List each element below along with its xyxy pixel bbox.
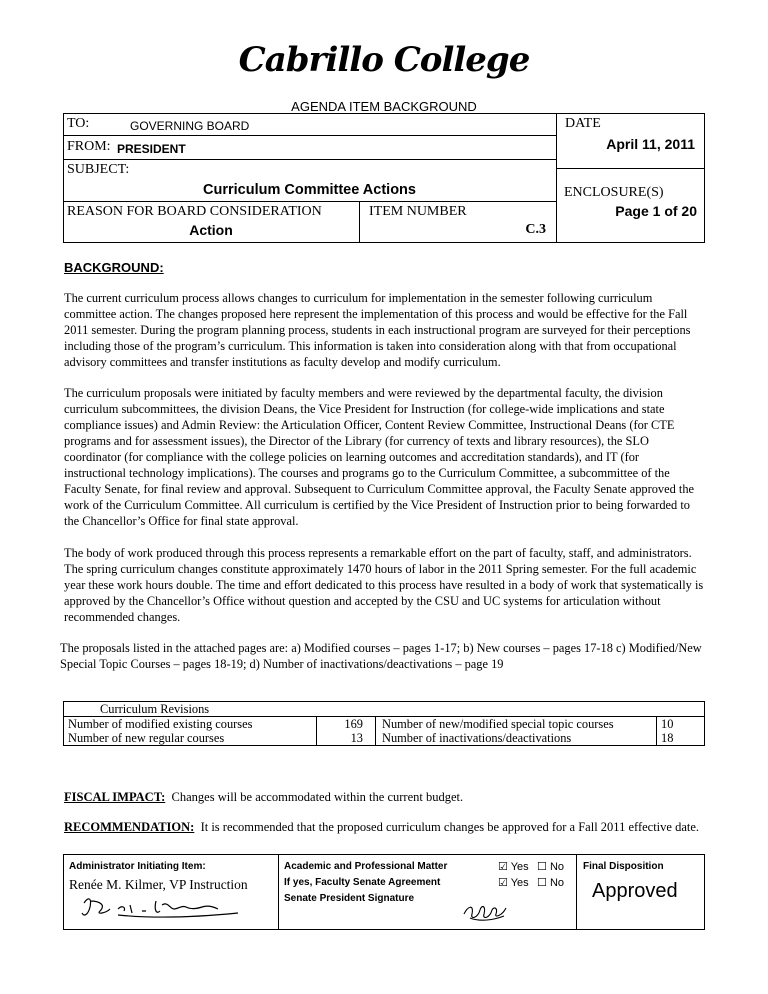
item-number-value: C.3 bbox=[525, 222, 546, 237]
table-row bbox=[64, 717, 705, 732]
background-heading: BACKGROUND: bbox=[64, 260, 164, 275]
background-paragraph-3: The body of work produced through this process represents a remarkable effort on the part of faculty, staff, and administrators. The spring curriculum changes constitute approximately 1470 hours of labor in the 2011 Spring semester. For the full academic year these work hours double. The time and effort dedicated to this process have resulted in a body of work that systematically is approved by the Chancellor’s Office without question and accepted by the CSU and UC systems for articulation without recommended changes. bbox=[64, 546, 704, 624]
revision-label: Number of new/modified special topic courses bbox=[376, 717, 657, 732]
item-number-label: ITEM NUMBER bbox=[369, 204, 467, 219]
subject-label: SUBJECT: bbox=[67, 162, 130, 177]
academic-no-checkbox[interactable]: ☐ No bbox=[537, 861, 564, 873]
checked-box-icon: ☑ bbox=[498, 877, 508, 889]
admin-signature bbox=[78, 895, 248, 921]
revision-label: Number of new regular courses bbox=[64, 731, 317, 746]
agenda-item-label: AGENDA ITEM BACKGROUND bbox=[291, 99, 477, 114]
from-value: PRESIDENT bbox=[117, 142, 186, 156]
checked-box-icon: ☑ bbox=[498, 861, 508, 873]
fiscal-impact-label: FISCAL IMPACT: bbox=[64, 790, 166, 804]
unchecked-box-icon: ☐ bbox=[537, 861, 547, 873]
final-disposition-label: Final Disposition bbox=[583, 861, 664, 872]
recommendation bbox=[64, 819, 704, 835]
reason-value: Action bbox=[189, 222, 233, 238]
fiscal-impact bbox=[64, 790, 463, 805]
revisions-title: Curriculum Revisions bbox=[100, 702, 210, 716]
unchecked-box-icon: ☐ bbox=[537, 877, 547, 889]
to-label: TO: bbox=[67, 116, 90, 131]
curriculum-revisions-table bbox=[63, 701, 705, 746]
revision-value: 13 bbox=[317, 731, 376, 746]
admin-initiating-label: Administrator Initiating Item: bbox=[69, 861, 206, 872]
background-paragraph-2: The curriculum proposals were initiated by faculty members and were reviewed by the departmental faculty, the division curriculum subcommittees, the division Deans, the Vice President for Instruction (for college-wide implications and state compliance issues) and Admin Review: the Articulation Officer, Content Review Committee, Instructional Deans (for CTE programs and for assessment issues), the Director of the Library (for currency of texts and library resources), the SLO coordinator (for compliance with the college policies on learning outcomes and accreditation standards), and IT (for instructional technology implications). The courses and programs go to the Curriculum Committee, a subcommittee of the Faculty Senate, for final review and approval. Subsequent to Curriculum Committee approval, the Faculty Senate approved the work of the Curriculum Committee. All curriculum is certified by the Vice President of Instruction prior to being forwarded to the Chancellor’s Office for final state approval. bbox=[64, 386, 695, 528]
faculty-no-checkbox[interactable]: ☐ No bbox=[537, 877, 564, 889]
senate-president-signature-label: Senate President Signature bbox=[284, 893, 415, 904]
fiscal-impact-text: Changes will be accommodated within the current budget. bbox=[165, 790, 464, 804]
enclosure-label: ENCLOSURE(S) bbox=[564, 185, 664, 200]
table-row bbox=[64, 731, 705, 746]
proposals-list: The proposals listed in the attached pages are: a) Modified courses – pages 1-17; b) New courses – pages 17-18 c) Modified/New Special Topic Courses – pages 18-19; d) Number of inactivations/deactivations – page 19 bbox=[60, 641, 702, 671]
to-value: GOVERNING BOARD bbox=[130, 119, 250, 133]
revision-label: Number of inactivations/deactivations bbox=[376, 731, 657, 746]
revision-value: 18 bbox=[657, 731, 705, 746]
recommendation-text: It is recommended that the proposed curriculum changes be approved for a Fall 2011 effective date. bbox=[194, 820, 700, 834]
college-logo: Cabrillo College bbox=[238, 40, 530, 80]
academic-yes-checkbox[interactable]: ☑ Yes bbox=[498, 861, 529, 873]
reason-label: REASON FOR BOARD CONSIDERATION bbox=[67, 204, 322, 219]
enclosure-value: Page 1 of 20 bbox=[615, 203, 697, 219]
recommendation-label: RECOMMENDATION: bbox=[64, 820, 195, 834]
revision-value: 169 bbox=[317, 717, 376, 732]
from-label: FROM: bbox=[67, 139, 111, 154]
date-label: DATE bbox=[565, 116, 601, 131]
admin-name: Renée M. Kilmer, VP Instruction bbox=[69, 877, 248, 892]
faculty-senate-agreement-label: If yes, Faculty Senate Agreement bbox=[284, 877, 441, 888]
subject-value: Curriculum Committee Actions bbox=[203, 182, 416, 198]
background-paragraph-1: The current curriculum process allows changes to curriculum for implementation in the semester following curriculum committee action. The changes proposed here represent the implementation of this process and would be effective for the Fall 2011 semester. During the program planning process, students in each instructional program are surveyed for their perceptions including those of the program’s curriculum. This information is taken into consideration along with that from occupational advisory committees and transfer institutions as faculty develop and modify curriculum. bbox=[64, 291, 691, 369]
faculty-yes-checkbox[interactable]: ☑ Yes bbox=[498, 877, 529, 889]
academic-matter-label: Academic and Professional Matter bbox=[284, 861, 448, 872]
revision-value: 10 bbox=[657, 717, 705, 732]
senate-signature bbox=[460, 898, 510, 924]
final-disposition-value: Approved bbox=[592, 880, 678, 902]
date-value: April 11, 2011 bbox=[606, 136, 695, 152]
revision-label: Number of modified existing courses bbox=[64, 717, 317, 732]
table-row bbox=[64, 702, 705, 717]
